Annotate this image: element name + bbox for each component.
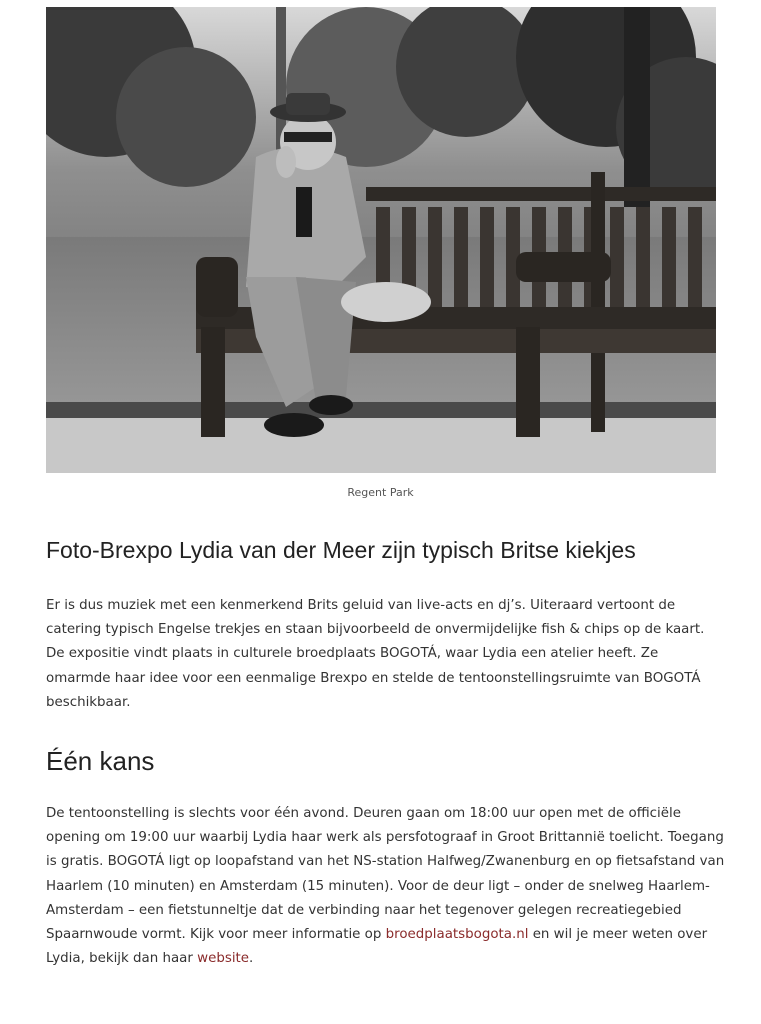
section-paragraph-text-1: De tentoonstelling is slechts voor één avond. Deuren gaan om 18:00 uur open met de officiële opening om 19:00 uur waarbij Lydia haar werk als persfotograaf in Groot Brittannië toelicht. Toegang is gratis. BOGOTÁ ligt op loopafstand van het NS-station Halfweg/Zwanenburg en op fietsafstand van Haarlem (10 minuten) en Amsterdam (15 minuten). Voor de deur ligt – onder de snelweg Haarlem-Amsterdam – een fietstunneltje dat de verbinding naar het tegenover gelegen recreatiegebied Spaarnwoude vormt. Kijk voor meer informatie op: [46, 806, 725, 943]
website-link[interactable]: website: [197, 951, 250, 967]
article-heading: Foto-Brexpo Lydia van der Meer zijn typisch Britse kiekjes: [46, 537, 636, 563]
section-paragraph-text-3: .: [249, 951, 254, 967]
park-bench-photo-illustration: [46, 7, 716, 473]
broedplaatsbogota-link[interactable]: broedplaatsbogota.nl: [385, 927, 529, 943]
section-heading: Één kans: [46, 746, 155, 776]
photo-caption: Regent Park: [347, 486, 414, 499]
intro-paragraph: Er is dus muziek met een kenmerkend Brits geluid van live-acts en dj’s. Uiteraard vertoont de catering typisch Engelse trekjes en staan bijvoorbeeld de onvermijdelijke fish & chips op de kaart. De expositie vindt plaats in culturele broedplaats BOGOTÁ, waar Lydia een atelier heeft. Ze omarmde haar idee voor een eenmalige Brexpo en stelde de tentoonstellingsruimte van BOGOTÁ beschikbaar.: [46, 598, 705, 710]
section-paragraph: [46, 802, 726, 971]
article-photo: [46, 7, 716, 473]
section-paragraph-text-2: en wil je meer weten over Lydia, bekijk dan haar: [46, 927, 708, 967]
